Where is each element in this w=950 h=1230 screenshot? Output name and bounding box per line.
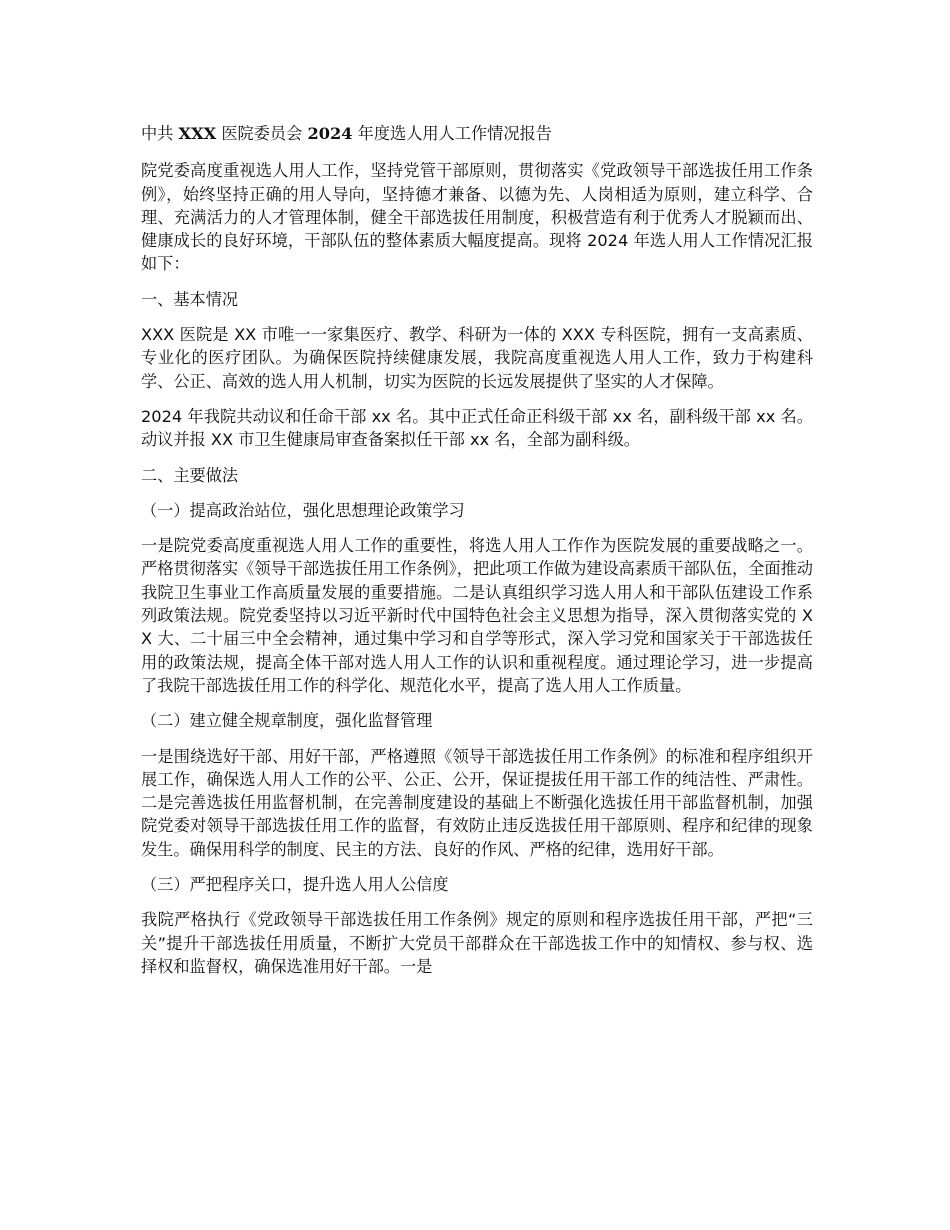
subsection-paragraph-2: 一是围绕选好干部、用好干部，严格遵照《领导干部选拔任用工作条例》的标准和程序组织开展工作，确保选人用人工作的公平、公正、公开，保证提拔任用干部工作的纯洁性、严肃性。二是完善选拔任用监督机制，在完善制度建设的基础上不断强化选拔任用干部监督机制，加强院党委对领导干部选拔任用工作的监督，有效防止违反选拔任用干部原则、程序和纪律的现象发生。确保用科学的制度、民主的方法、良好的作风、严格的纪律，选用好干部。 [141,746,813,859]
subsection-heading-2: （二）建立健全规章制度，强化监督管理 [141,711,433,731]
title-year: 2024 [307,124,353,143]
basic-info-paragraph-1: XXX 医院是 XX 市唯一一家集医疗、教学、科研为一体的 XXX 专科医院，拥有一支高素质、专业化的医疗团队。为确保医院持续健康发展，我院高度重视选人用人工作，致力于构建科学、公正、高效的选人用人机制，切实为医院的长远发展提供了坚实的人才保障。 [141,325,813,391]
document-page [141,122,813,990]
section-heading-practices: 二、主要做法 [141,465,239,485]
document-title [141,122,813,145]
subsection-heading-3: （三）严把程序关口，提升选人用人公信度 [141,875,449,895]
subsection-paragraph-3: 我院严格执行《党政领导干部选拔任用工作条例》规定的原则和程序选拔任用干部，严把“三关”提升干部选拔任用质量，不断扩大党员干部群众在干部选拔工作中的知情权、参与权、选择权和监督权，确保选准用好干部。一是 [141,910,813,976]
section-heading-basic: 一、基本情况 [141,289,239,309]
title-prefix: 中共 [141,124,179,143]
title-suffix: 年度选人用人工作情况报告 [352,124,552,143]
title-org: XXX [178,124,217,143]
basic-info-paragraph-2: 2024 年我院共动议和任命干部 xx 名。其中正式任命正科级干部 xx 名，副科级干部 xx 名。动议并报 XX 市卫生健康局审查备案拟任干部 xx 名，全部为副科级。 [141,406,813,450]
title-middle: 医院委员会 [216,124,308,143]
intro-paragraph: 院党委高度重视选人用人工作，坚持党管干部原则，贯彻落实《党政领导干部选拔任用工作条例》，始终坚持正确的用人导向，坚持德才兼备、以德为先、人岗相适为原则，建立科学、合理、充满活力的人才管理体制，健全干部选拔任用制度，积极营造有利于优秀人才脱颖而出、健康成长的良好环境，干部队伍的整体素质大幅度提高。现将 2024 年选人用人工作情况汇报如下： [141,161,813,274]
subsection-paragraph-1: 一是院党委高度重视选人用人工作的重要性，将选人用人工作作为医院发展的重要战略之一。严格贯彻落实《领导干部选拔任用工作条例》，把此项工作做为建设高素质干部队伍，全面推动我院卫生事业工作高质量发展的重要措施。二是认真组织学习选人用人和干部队伍建设工作系列政策法规。院党委坚持以习近平新时代中国特色社会主义思想为指导，深入贯彻落实党的 XX 大、二十届三中全会精神，通过集中学习和自学等形式，深入学习党和国家关于干部选拔任用的政策法规，提高全体干部对选人用人工作的认识和重视程度。通过理论学习，进一步提高了我院干部选拔任用工作的科学化、规范化水平，提高了选人用人工作质量。 [141,536,813,695]
subsection-heading-1: （一）提高政治站位，强化思想理论政策学习 [141,500,465,520]
